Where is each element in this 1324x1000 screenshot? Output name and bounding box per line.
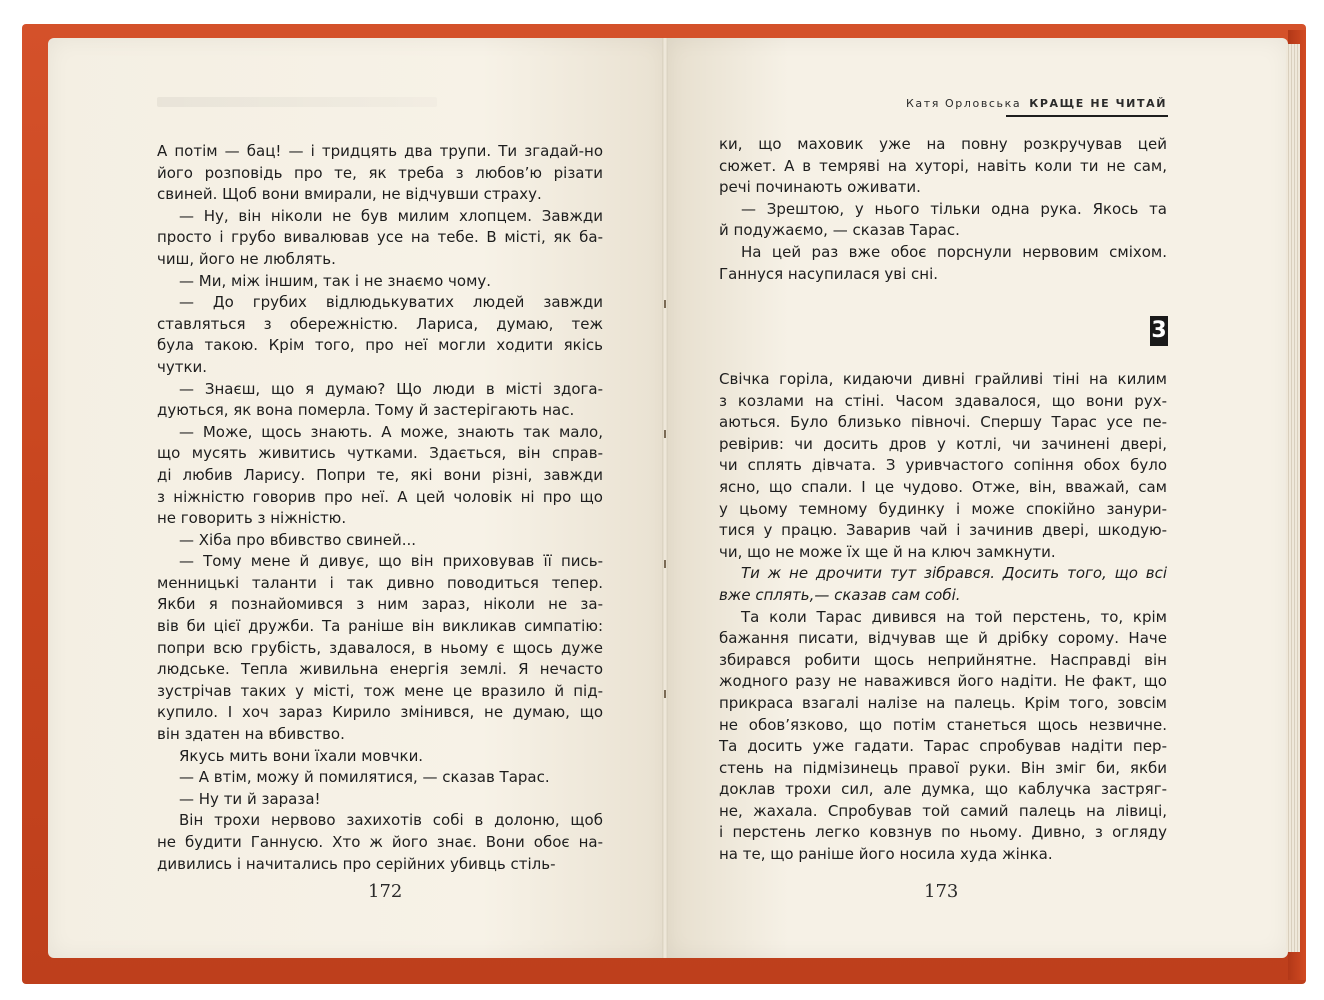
text-line: й подужаємо, — сказав Тарас. [719,221,960,240]
text-line: не говорить з ніжністю. [157,509,347,528]
text-line: Свічка горіла, кидаючи дивні грайливі тіні на килим [719,370,1167,388]
text-line: його розповідь про те, як треба з любов’ю різати [157,163,603,182]
text-line: ді любив Ларису. Попри те, які вони різні, завжди [157,465,603,484]
text-line: ревірив: чи досить дров у котлі, чи зачинені двері, [719,434,1167,453]
text-line: жодного разу не наважився його надіти. Не факт, що [719,672,1167,691]
text-line: не обов’язково, що потім станеться щось незвичне. [719,715,1167,734]
text-line: речі починають оживати. [719,178,921,197]
page-number-left: 172 [368,881,403,902]
text-line: він здатен на вбивство. [157,725,345,744]
text-line: у цьому темному будинку і може спокійно занури- [719,499,1167,518]
text-line: — До грубих відлюдькуватих людей завжди [179,293,603,312]
text-line: На цей раз вже обоє порснули нервовим сміхом. [741,242,1167,261]
text-line: не будити Ганнусю. Хто ж його знає. Вони обоє на- [157,833,603,851]
text-line: Та коли Тарас дивився на той перстень, то, крім [741,607,1167,626]
text-line: Він трохи нервово захихотів собі в долоню, щоб [179,811,603,830]
right-page-text-top [719,134,1167,285]
text-line: Якби я познайомився з ним зараз, ніколи не за- [157,595,603,614]
text-line: аються. Було близько півночі. Спершу Тарас усе пе- [719,413,1167,432]
chapter-number: 3 [1150,316,1168,346]
text-line: Ганнуся насупилася уві сні. [719,264,939,283]
text-line: менницькі таланти і так дивно поводиться тепер. [157,573,603,592]
text-line: була такою. Крім того, про неї могли ходити якісь [157,336,603,355]
right-page-text-chapter [719,369,1167,866]
text-line: свиней. Щоб вони вмирали, не відчувши страху. [157,185,542,204]
binding-thread [664,560,666,568]
text-line: доклав трохи сил, але думка, що каблучка застряг- [719,780,1167,799]
show-through-header [157,97,437,107]
text-line: Ти ж не дрочити тут зібрався. Досить того, що всі [741,564,1167,583]
text-line: вів би цієї дружби. Та раніше він викликав симпатію: [157,617,603,636]
text-line: дуються, як вона померла. Тому й застерігають нас. [157,401,575,420]
running-header [845,97,1167,110]
page-stack-edge [1286,44,1300,952]
text-line: на те, що раніше його носила худа жінка. [719,845,1053,864]
text-line: не, жахала. Спробував той самий палець на лівиці, [719,801,1167,820]
text-line: прикраса взагалі налізе на палець. Крім того, зовсім [719,693,1167,712]
header-rule [1006,115,1168,117]
header-author: Катя Орловська [905,97,1022,110]
text-line: сюжет. А в темряві на хуторі, навіть коли ти не сам, [719,156,1167,175]
page-number-right: 173 [924,881,959,902]
text-line: А потім — бац! — і тридцять два трупи. Ти згадай-но [157,142,603,160]
text-line: і перстень легко ковзнув по ньому. Дивно, з огляду [719,823,1167,842]
text-line: — Знаєш, що я думаю? Що люди в місті здога- [179,379,603,398]
text-line: — Ну ти й зараза! [179,789,321,808]
text-line: бажання писати, відчував ще й дрібку сорому. Наче [719,629,1167,648]
text-line: стень на підмізинець правої руки. Він зміг би, якби [719,758,1167,777]
left-page-text [157,141,603,875]
text-line: збирався робити щось неприйнятне. Насправді він [719,650,1167,669]
binding-thread [664,690,666,698]
text-line: що мусять живитись чутками. Здається, він справ- [157,444,603,463]
book-gutter [662,38,668,958]
text-line: ки, що маховик уже на повну розкручував цей [719,135,1167,153]
text-line: — Ну, він ніколи не був милим хлопцем. Завжди [179,206,603,225]
header-title: КРАЩЕ НЕ ЧИТАЙ [1029,97,1167,110]
text-line: людське. Тепла живильна енергія землі. Я нечасто [157,660,603,679]
text-line: чи, що не може їх ще й на ключ замкнути. [719,542,1056,561]
text-line: попри всю грубість, здавалося, в ньому є щось дуже [157,638,603,657]
binding-thread [664,300,666,308]
text-line: купило. І хоч зараз Кирило змінився, не думаю, що [157,703,603,722]
text-line: тися у працю. Заварив чай і зачинив двері, шкодую- [719,521,1167,540]
text-line: — Тому мене й дивує, що він приховував її пись- [179,552,603,571]
text-line: чутки. [157,357,208,376]
text-line: — Зрештою, у нього тільки одна рука. Якось та [741,199,1167,218]
text-line: Та досить уже гадати. Тарас спробував надіти пер- [719,737,1167,756]
text-line: — Може, щось знають. А може, знають так мало, [179,422,603,441]
text-line: Якусь мить вони їхали мовчки. [179,746,424,765]
text-line: вже сплять,— сказав сам собі. [719,585,961,604]
text-line: чиш, його не люблять. [157,249,336,268]
binding-thread [664,430,666,438]
text-line: чи сплять дівчата. З уривчастого сопіння обох було [719,456,1167,475]
text-line: з козлами на стіні. Часом здавалося, що вони рух- [719,391,1167,410]
text-line: ставляться з обережністю. Лариса, думаю, теж [157,314,603,333]
text-line: просто і грубо вивалював усе на тебе. В місті, як ба- [157,228,603,247]
text-line: — Ми, між іншим, так і не знаємо чому. [179,271,492,290]
text-line: дивились і начитались про серійних убивць стіль- [157,854,556,873]
text-line: — А втім, можу й помилятися, — сказав Тарас. [179,768,550,787]
text-line: зустрічав таких у місті, тож мене це вразило й під- [157,681,603,700]
text-line: з ніжністю говорив про неї. А цей чоловік ні про що [157,487,603,506]
text-line: ясно, що спали. І це чудово. Отже, він, вважай, сам [719,477,1167,496]
text-line: — Хіба про вбивство свиней... [179,530,417,549]
